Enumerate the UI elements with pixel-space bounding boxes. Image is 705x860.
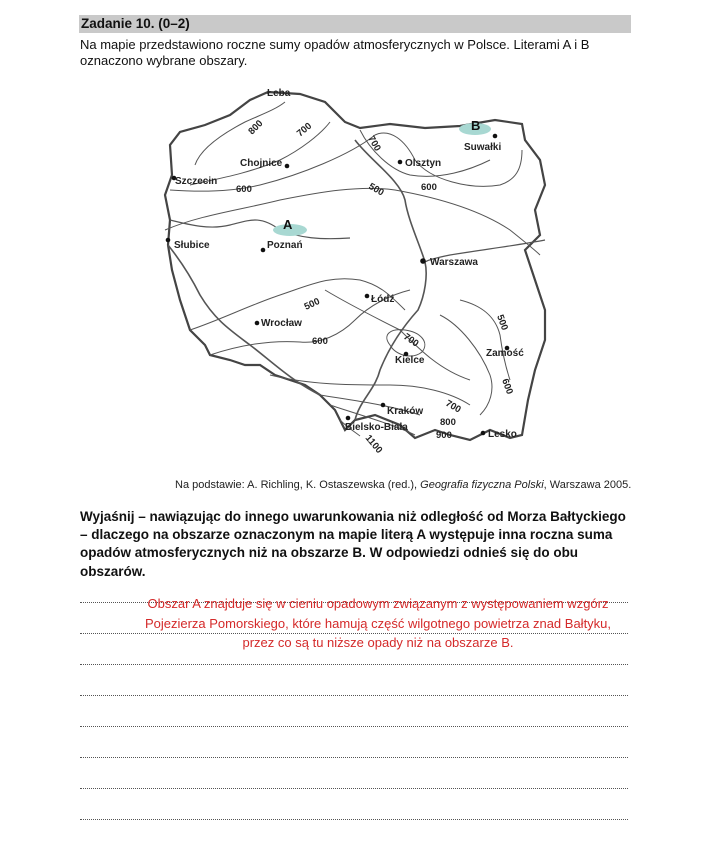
iso-1100-south: 1100: [362, 432, 385, 456]
iso-700-ne: 700: [365, 134, 383, 154]
city-slubice: Słubice: [174, 240, 210, 251]
task-header: Zadanie 10. (0–2): [79, 15, 631, 33]
answer-line: [80, 819, 628, 820]
poland-map-svg: [150, 80, 580, 470]
dot-chojnice: [285, 164, 290, 169]
answer-line: [80, 757, 628, 758]
city-olsztyn: Olsztyn: [405, 158, 442, 169]
precipitation-map: [150, 80, 580, 470]
iso-500-west: 500: [302, 296, 322, 313]
city-szczecin: Szczecin: [175, 176, 218, 187]
city-lodz: Łódź: [371, 294, 395, 305]
dot-slubice: [166, 238, 171, 243]
city-bielsko: Bielsko-Biała: [345, 422, 408, 433]
isohyet-500-central: [165, 188, 540, 255]
dot-poznan: [261, 248, 266, 253]
area-a-label: A: [283, 217, 293, 232]
city-chojnice: Chojnice: [240, 158, 283, 169]
city-poznan: Poznań: [267, 240, 303, 251]
iso-600-west: 600: [236, 184, 252, 195]
iso-600-sw: 600: [312, 336, 328, 347]
isohyet-south-extra: [325, 290, 470, 380]
city-zamosc: Zamość: [486, 348, 524, 359]
isohyet-500-east: [460, 300, 510, 380]
city-krakow: Kraków: [387, 406, 424, 417]
isohyet-800-north: [195, 102, 285, 165]
city-wroclaw: Wrocław: [261, 318, 302, 329]
city-warszawa: Warszawa: [430, 257, 478, 268]
city-lesko: Lesko: [488, 429, 517, 440]
dot-bielsko: [346, 416, 351, 421]
river-vistula: [355, 140, 426, 420]
task-intro: Na mapie przedstawiono roczne sumy opadów atmosferycznych w Polsce. Literami A i B oznaczono wybrane obszary.: [80, 37, 590, 68]
answer-line: [80, 726, 628, 727]
source-prefix: Na podstawie: A. Richling, K. Ostaszewska (red.),: [175, 479, 421, 491]
city-leba: Łeba: [267, 88, 291, 99]
handwritten-answer: Obszar A znajduje się w cieniu opadowym związanym z występowaniem wzgórz Pojezierza Pomorskiego, które hamują część wilgotnego powietrza znad Bałtyku, przez co są tu niższe opady niż na obszarze B.: [144, 596, 612, 650]
iso-900-south: 900: [436, 430, 452, 441]
iso-500-east: 500: [494, 313, 510, 332]
city-suwalki: Suwałki: [464, 142, 502, 153]
answer-line: [80, 695, 628, 696]
iso-700-south: 700: [443, 398, 463, 416]
answer-line: [80, 664, 628, 665]
dot-krakow: [381, 403, 386, 408]
river-warta: [170, 220, 350, 239]
iso-800-south: 800: [440, 417, 456, 428]
answer-line: [80, 788, 628, 789]
dot-warszawa: [420, 258, 426, 264]
iso-600-east: 600: [499, 377, 515, 396]
iso-500-central: 500: [366, 181, 386, 199]
source-suffix: , Warszawa 2005.: [543, 479, 632, 491]
question-text: Wyjaśnij – nawiązując do innego uwarunkowania niż odległość od Morza Bałtyckiego – dlaczego na obszarze oznaczonym na mapie literą A występuje inna roczna suma opadów atmosferycznych niż na obszarze B. W odpowiedzi odnieś się do obu obszarów.: [80, 509, 626, 579]
dot-suwalki: [493, 134, 498, 139]
dot-lesko: [481, 431, 486, 436]
city-kielce: Kielce: [395, 355, 425, 366]
dot-lodz: [365, 294, 370, 299]
area-b-label: B: [471, 118, 481, 133]
iso-700-north: 700: [294, 120, 315, 140]
map-source: [175, 479, 631, 491]
iso-800-north: 800: [246, 118, 266, 138]
iso-600-ne: 600: [421, 182, 437, 193]
iso-700-kielce: 700: [401, 331, 421, 350]
dot-wroclaw: [255, 321, 260, 326]
dot-olsztyn: [398, 160, 403, 165]
source-title: Geografia fizyczna Polski: [420, 479, 544, 491]
